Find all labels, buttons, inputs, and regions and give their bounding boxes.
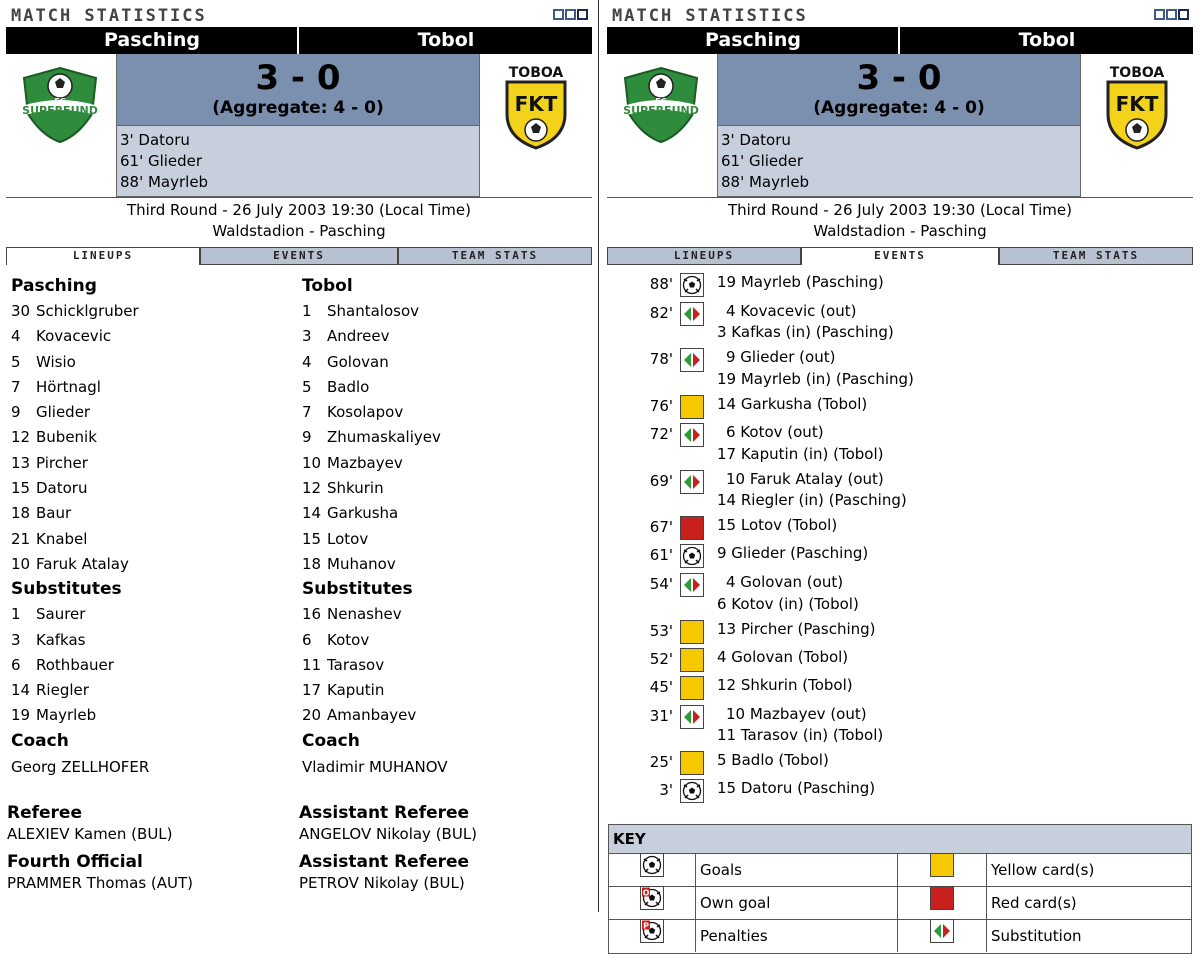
away-team-name: Tobol [417, 29, 475, 51]
event-description: 10 Mazbayev (out) [726, 704, 867, 723]
match-info [6, 197, 592, 245]
round-info: Third Round - 26 July 2003 19:30 (Local Time) [126, 201, 472, 219]
venue: Waldstadion - Pasching [813, 222, 987, 240]
official-title: Assistant Referee [299, 803, 470, 823]
superfund-logo-icon [18, 64, 102, 144]
lineups-panel [6, 265, 592, 785]
event-description: 11 Tarasov (in) (Tobol) [717, 726, 884, 745]
scorer-line: 61' Glieder [120, 152, 203, 170]
player-row: 14 Garkusha [302, 504, 399, 523]
assistant-referee-block [299, 802, 591, 844]
yellow-card-icon [680, 395, 704, 419]
event-description: 3 Kafkas (in) (Pasching) [717, 323, 894, 342]
substitute-row: 11 Tarasov [302, 655, 385, 674]
substitutes-heading: Substitutes [302, 579, 413, 600]
penalty-icon [640, 919, 664, 954]
red-card-key-icon [898, 887, 987, 919]
substitution-icon [680, 470, 704, 494]
player-row: 7 Hörtnagl [11, 377, 101, 396]
substitute-row: 6 Kotov [302, 630, 370, 649]
official-name: PRAMMER Thomas (AUT) [7, 874, 194, 892]
scorers-list [717, 125, 1081, 197]
official-title: Referee [7, 803, 82, 823]
tobol-logo-icon [501, 64, 571, 150]
event-description: 6 Kotov (in) (Tobol) [717, 594, 859, 613]
restore-button[interactable] [565, 9, 576, 20]
aggregate-score: (Aggregate: 4 - 0) [813, 98, 985, 118]
event-description: 4 Golovan (out) [726, 573, 844, 592]
events-key [608, 824, 1192, 954]
coach-name: Vladimir MUHANOV [302, 757, 448, 776]
goal-icon [680, 273, 704, 297]
substitute-row: 16 Nenashev [302, 605, 402, 624]
player-row: 18 Muhanov [302, 554, 396, 573]
event-description: 4 Golovan (Tobol) [717, 648, 849, 666]
minimize-button[interactable] [553, 9, 564, 20]
tab-events[interactable]: EVENTS [801, 247, 999, 265]
player-row: 21 Knabel [11, 529, 88, 548]
aggregate-score: (Aggregate: 4 - 0) [212, 98, 384, 118]
key-row [609, 887, 1191, 920]
key-label: Yellow card(s) [991, 861, 1095, 879]
coach-name: Georg ZELLHOFER [11, 757, 150, 776]
player-row: 1 Shantalosov [302, 302, 420, 320]
red-card-icon [930, 886, 954, 921]
panel-divider [598, 0, 599, 912]
event-description: 13 Pircher (Pasching) [717, 619, 876, 638]
minimize-button[interactable] [1154, 9, 1165, 20]
match-score: 3 - 0 [255, 58, 341, 98]
substitute-row: 17 Kaputin [302, 681, 385, 700]
player-row: 12 Bubenik [11, 428, 97, 447]
yellow-card-key-icon [898, 854, 987, 886]
event-minute: 31' [649, 706, 673, 725]
event-description: 15 Lotov (Tobol) [717, 516, 838, 535]
event-description: 6 Kotov (out) [726, 423, 824, 442]
tab-team-stats[interactable]: TEAM STATS [398, 247, 592, 265]
round-info: Third Round - 26 July 2003 19:30 (Local Time) [727, 201, 1073, 219]
substitutes-heading: Substitutes [11, 579, 122, 600]
restore-button[interactable] [1166, 9, 1177, 20]
svg-text:FC: FC [54, 97, 66, 106]
teams-separator [297, 27, 299, 54]
event-minute: 78' [649, 350, 673, 369]
home-team-name: Pasching [104, 29, 200, 51]
window-header [6, 0, 592, 27]
fourth-official-block [7, 851, 299, 893]
teams-bar [607, 27, 1193, 54]
event-minute: 76' [649, 396, 673, 415]
superfund-logo-text: SUPERFUND [22, 104, 98, 117]
official-title: Assistant Referee [299, 852, 470, 872]
window-controls [1154, 9, 1189, 20]
tab-bar [607, 247, 1193, 265]
window-header [607, 0, 1193, 27]
match-info [607, 197, 1193, 245]
player-row: 10 Faruk Atalay [11, 554, 129, 573]
event-description: 17 Kaputin (in) (Tobol) [717, 444, 884, 463]
event-minute: 69' [649, 471, 673, 490]
event-minute: 45' [649, 678, 673, 697]
team-heading: Tobol [302, 276, 353, 296]
home-team-logo [607, 54, 715, 197]
window-controls [553, 9, 588, 20]
svg-text:O: O [642, 888, 650, 897]
event-description: 19 Mayrleb (Pasching) [717, 273, 884, 291]
tobol-logo-text: TOBOA [508, 65, 564, 81]
match-statistics-window-events [607, 0, 1193, 961]
player-row: 5 Wisio [11, 352, 76, 371]
key-label: Goals [696, 854, 898, 886]
key-label: Own goal [696, 887, 898, 919]
event-minute: 61' [649, 546, 673, 565]
substitute-row: 19 Mayrleb [11, 706, 97, 725]
substitution-icon [680, 348, 704, 372]
event-description: 4 Kovacevic (out) [726, 301, 857, 320]
own-goal-icon [640, 886, 664, 921]
substitution-icon [680, 573, 704, 597]
player-row: 5 Badlo [302, 377, 370, 396]
red-card-icon [680, 516, 704, 540]
official-title: Fourth Official [7, 852, 143, 872]
yellow-card-icon [680, 751, 704, 775]
player-row: 30 Schicklgruber [11, 302, 139, 320]
window-title: MATCH STATISTICS [11, 6, 207, 26]
score-box [717, 54, 1081, 125]
event-minute: 88' [649, 275, 673, 293]
match-statistics-window-lineups [6, 0, 592, 961]
own-goal-key-icon [609, 887, 696, 919]
official-name: PETROV Nikolay (BUL) [299, 874, 465, 892]
key-row [609, 920, 1191, 953]
penalty-key-icon [609, 920, 696, 952]
scorers-list [116, 125, 480, 197]
event-minute: 3' [659, 781, 673, 800]
tab-lineups[interactable]: LINEUPS [6, 247, 200, 265]
maximize-button[interactable] [1178, 9, 1189, 20]
maximize-button[interactable] [577, 9, 588, 20]
tobol-logo-icon [1102, 64, 1172, 150]
player-row: 9 Glieder [11, 403, 91, 422]
away-team-name: Tobol [1018, 29, 1076, 51]
goal-key-icon [609, 854, 696, 886]
scorer-line: 3' Datoru [120, 131, 190, 149]
yellow-card-icon [680, 648, 704, 672]
official-name: ALEXIEV Kamen (BUL) [7, 825, 173, 843]
coach-heading: Coach [302, 730, 360, 751]
svg-text:P: P [643, 921, 649, 930]
substitute-row: 20 Amanbayev [302, 706, 417, 725]
home-team-name: Pasching [705, 29, 801, 51]
scorer-line: 88' Mayrleb [120, 173, 209, 191]
scorer-line: 88' Mayrleb [721, 173, 810, 191]
goal-icon [640, 853, 664, 888]
substitute-row: 14 Riegler [11, 681, 89, 700]
player-row: 18 Baur [11, 504, 72, 523]
event-minute: 54' [649, 575, 673, 594]
player-row: 10 Mazbayev [302, 453, 403, 472]
scorer-line: 61' Glieder [721, 152, 804, 170]
score-area [607, 54, 1193, 197]
match-score: 3 - 0 [856, 58, 942, 98]
tab-events[interactable]: EVENTS [200, 247, 398, 265]
player-row: 9 Zhumaskaliyev [302, 428, 441, 447]
event-minute: 53' [649, 621, 673, 640]
goal-icon [680, 544, 704, 568]
tab-lineups[interactable]: LINEUPS [607, 247, 801, 265]
event-minute: 82' [649, 303, 673, 322]
substitution-icon [930, 919, 954, 954]
assistant-referee-block [299, 851, 591, 893]
away-team-logo [482, 54, 590, 197]
coach-heading: Coach [11, 730, 69, 751]
player-row: 3 Andreev [302, 327, 390, 346]
key-heading: KEY [609, 825, 1191, 854]
player-row: 4 Kovacevic [11, 327, 112, 346]
player-row: 4 Golovan [302, 352, 389, 371]
svg-text:FKT: FKT [1115, 92, 1159, 116]
yellow-card-icon [680, 676, 704, 700]
event-description: 14 Garkusha (Tobol) [717, 394, 868, 413]
superfund-logo-text: SUPERFUND [623, 104, 699, 117]
key-label: Penalties [696, 920, 898, 952]
home-lineup [11, 275, 296, 780]
substitute-row: 6 Rothbauer [11, 655, 114, 674]
substitute-row: 1 Saurer [11, 605, 86, 624]
player-row: 15 Lotov [302, 529, 369, 548]
substitute-row: 3 Kafkas [11, 630, 86, 649]
player-row: 12 Shkurin [302, 479, 384, 498]
player-row: 7 Kosolapov [302, 403, 404, 422]
yellow-card-icon [680, 620, 704, 644]
player-row: 15 Datoru [11, 479, 88, 498]
key-label: Red card(s) [991, 894, 1077, 912]
score-box [116, 54, 480, 125]
goal-icon [680, 779, 704, 803]
official-name: ANGELOV Nikolay (BUL) [299, 825, 478, 843]
svg-text:FKT: FKT [514, 92, 558, 116]
key-label: Substitution [991, 927, 1082, 945]
teams-separator [898, 27, 900, 54]
scorer-line: 3' Datoru [721, 131, 791, 149]
substitution-key-icon [898, 920, 987, 952]
teams-bar [6, 27, 592, 54]
event-minute: 25' [649, 753, 673, 772]
key-row [609, 854, 1191, 887]
tab-team-stats[interactable]: TEAM STATS [999, 247, 1193, 265]
team-heading: Pasching [11, 276, 97, 296]
tab-bar [6, 247, 592, 265]
substitution-icon [680, 423, 704, 447]
event-minute: 72' [649, 425, 673, 444]
event-description: 19 Mayrleb (in) (Pasching) [717, 369, 914, 388]
event-description: 9 Glieder (out) [726, 348, 836, 367]
home-team-logo [6, 54, 114, 197]
event-description: 14 Riegler (in) (Pasching) [717, 491, 907, 510]
event-minute: 67' [649, 518, 673, 537]
substitution-icon [680, 705, 704, 729]
event-description: 5 Badlo (Tobol) [717, 751, 829, 770]
substitution-icon [680, 302, 704, 326]
away-lineup [302, 275, 587, 780]
venue: Waldstadion - Pasching [212, 222, 386, 240]
referee-block [7, 802, 299, 844]
event-description: 9 Glieder (Pasching) [717, 544, 869, 563]
yellow-card-icon [930, 853, 954, 888]
away-team-logo [1083, 54, 1191, 197]
event-description: 12 Shkurin (Tobol) [717, 676, 853, 695]
event-description: 15 Datoru (Pasching) [717, 779, 876, 798]
window-title: MATCH STATISTICS [612, 6, 808, 26]
superfund-logo-icon [619, 64, 703, 144]
event-minute: 52' [649, 650, 673, 668]
event-description: 10 Faruk Atalay (out) [726, 469, 884, 488]
player-row: 13 Pircher [11, 453, 88, 472]
svg-text:FC: FC [655, 97, 667, 106]
score-area [6, 54, 592, 197]
tobol-logo-text: TOBOA [1109, 65, 1165, 81]
